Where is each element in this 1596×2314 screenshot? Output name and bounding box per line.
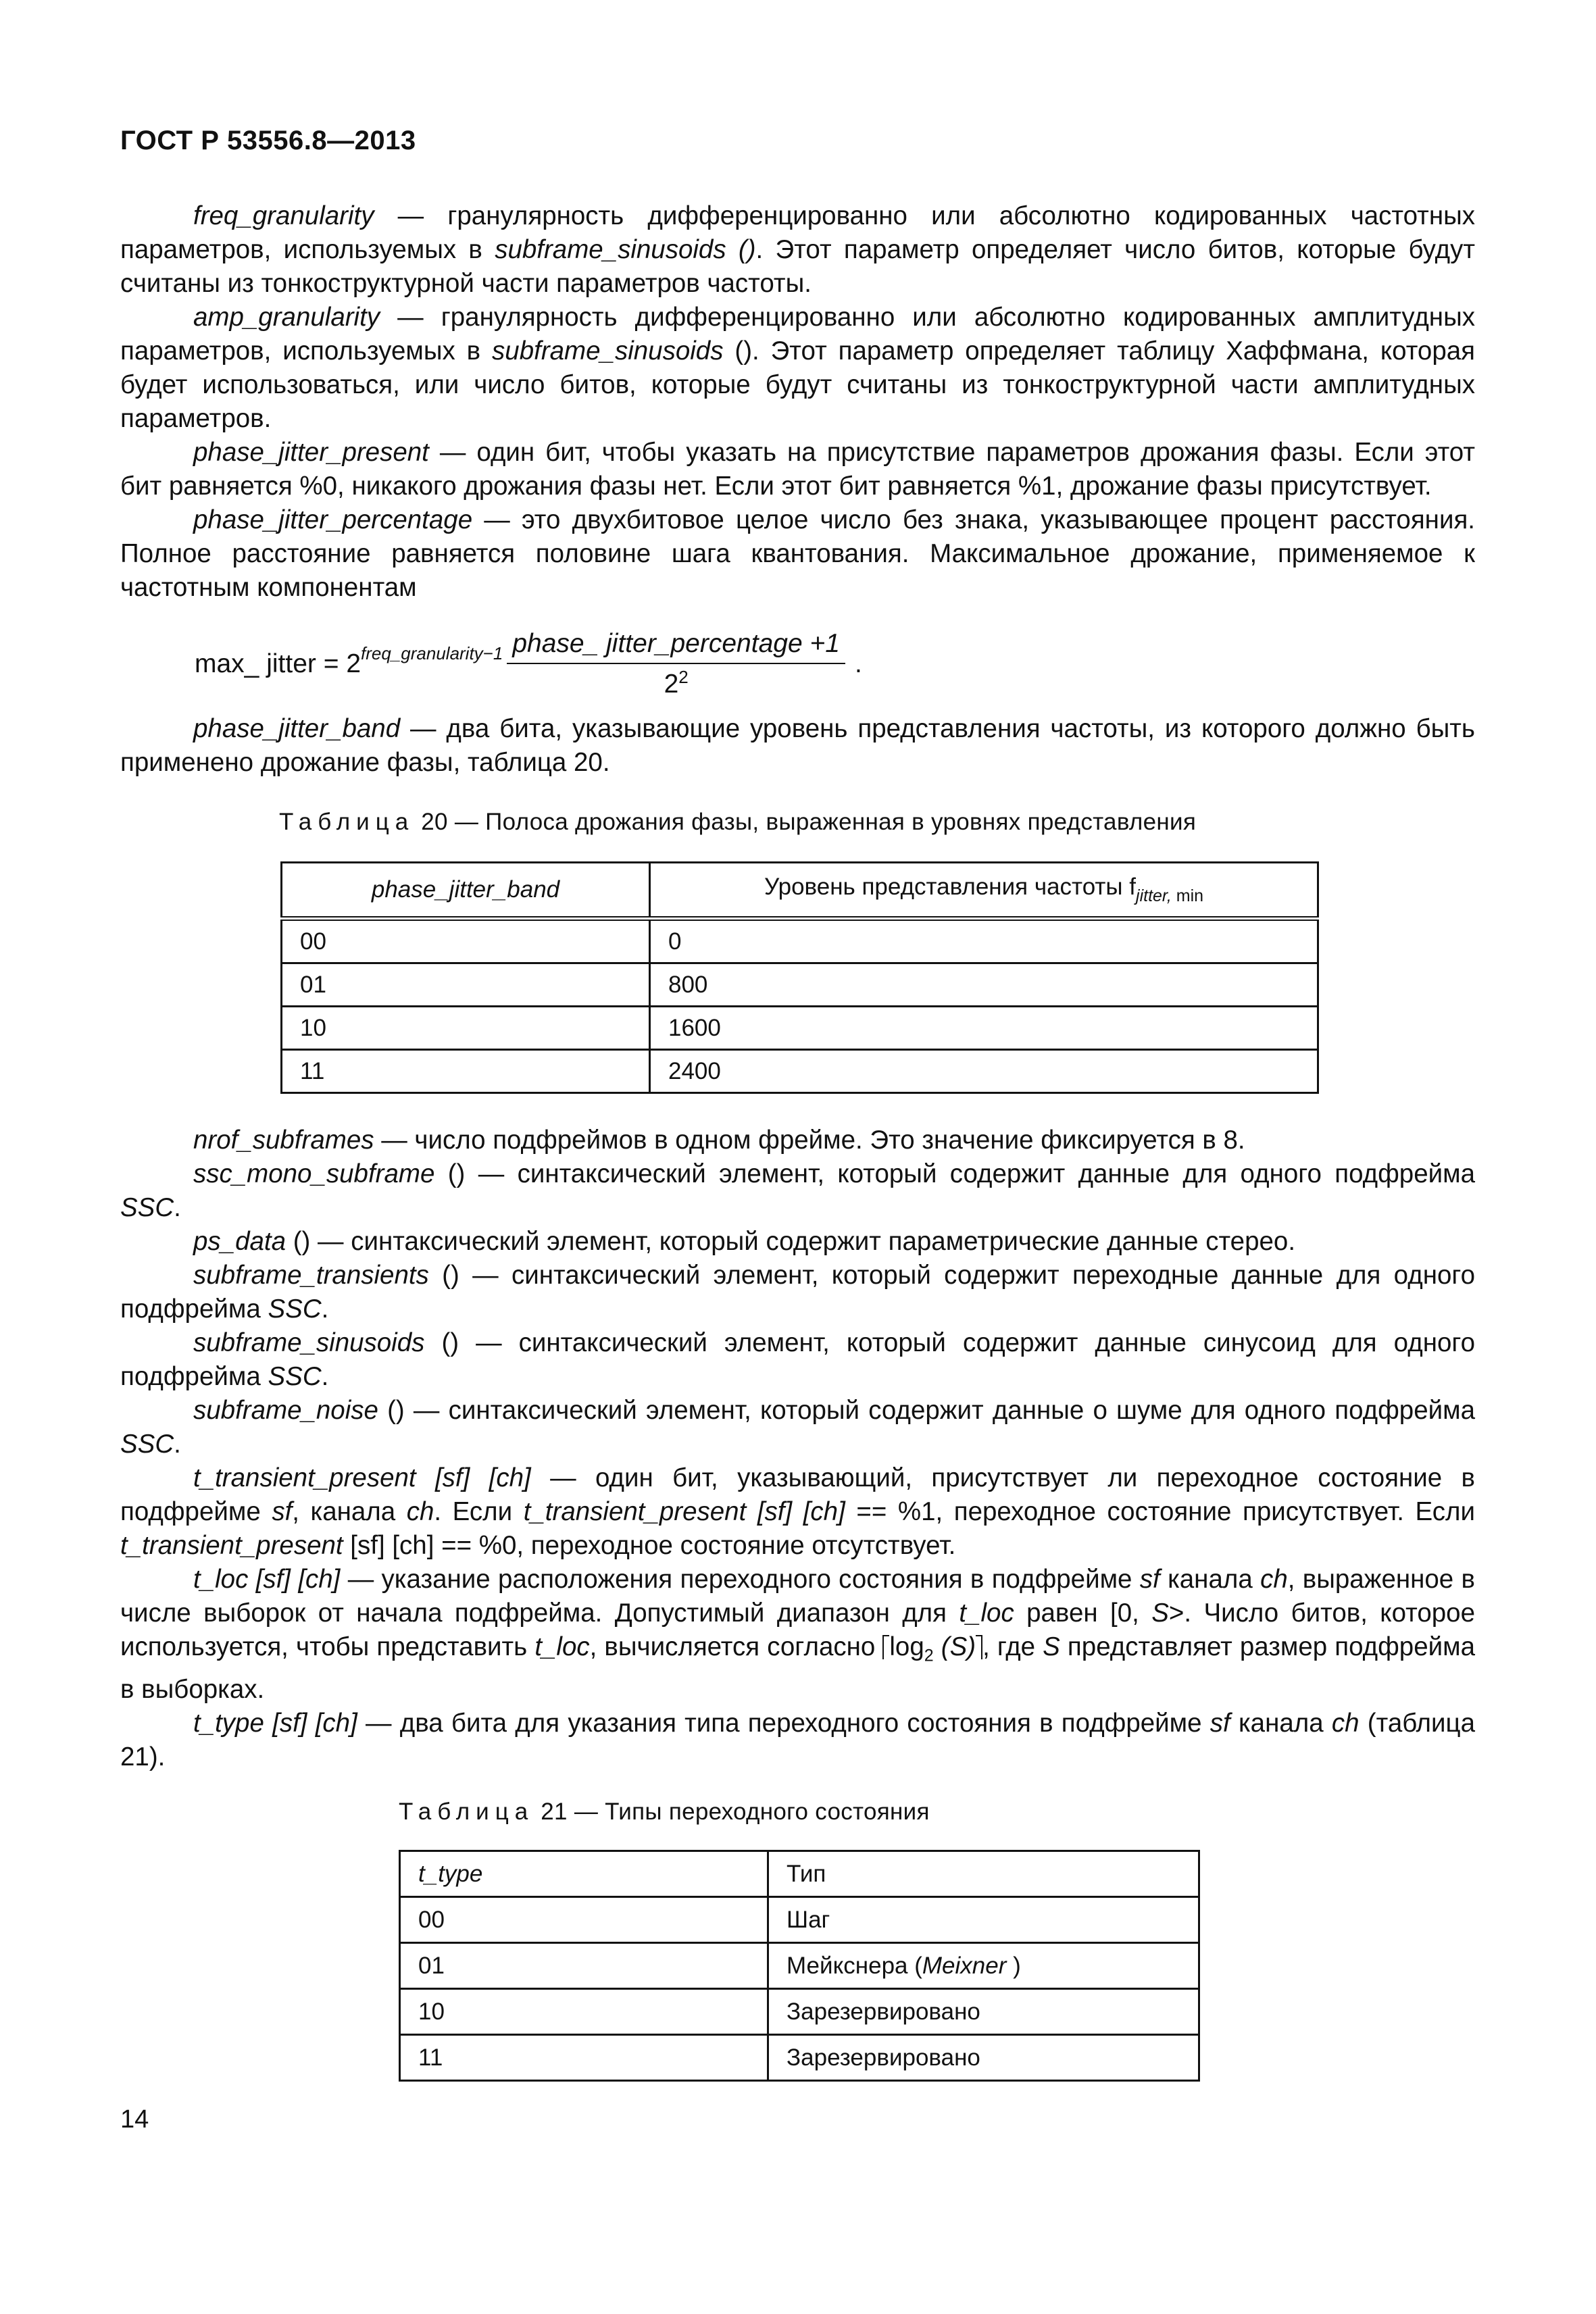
paragraph-t-transient-present: t_transient_present [sf] [ch] — один бит, указывающий, присутствует ли переходное состояние в подфрейме sf, канала ch. Если t_transient_present [sf] [ch] == %1, переходное состояние присутствует. Если t_transient_present [sf] [ch] == %0, переходное состояние отсутствует.: [120, 1463, 1476, 1560]
table-21-caption: Таблица 21 — Типы переходного состояния: [399, 1799, 930, 1825]
cell-level: 2400: [650, 1050, 1318, 1093]
page-number: 14: [120, 2105, 149, 2134]
formula-fraction: [507, 629, 845, 699]
definitions-block-2: [120, 712, 1475, 780]
paragraph-ps-data: ps_data () — синтаксический элемент, который содержит параметрические данные стерео.: [193, 1227, 1296, 1256]
paragraph-amp-granularity: amp_granularity — гранулярность дифференцированно или абсолютно кодированных амплитудных параметров, используемых в subframe_sinusoids (). Этот параметр определяет таблицу Хаффмана, которая будет использоваться, или число битов, которые будут считаны из тонкоструктурной части амплитудных параметров.: [120, 303, 1475, 433]
column-header-type: Тип: [768, 1851, 1199, 1897]
cell-type: Шаг: [768, 1897, 1199, 1943]
ceil-right-icon: [976, 1635, 982, 1659]
cell-code: 00: [400, 1897, 768, 1943]
paragraph-subframe-noise: subframe_noise () — синтаксический элемент, который содержит данные о шуме для одного подфрейма SSC.: [120, 1396, 1475, 1459]
cell-band: 10: [282, 1007, 650, 1050]
table-21: [399, 1850, 1200, 2082]
definitions-block-3: [120, 1124, 1475, 1774]
table-row: [282, 1007, 1318, 1050]
cell-type: Зарезервировано: [768, 1989, 1199, 2035]
table-row: [282, 963, 1318, 1007]
cell-type: Мейкснера (Meixner ): [768, 1943, 1199, 1989]
paragraph-subframe-sinusoids: subframe_sinusoids () — синтаксический элемент, который содержит данные синусоид для одного подфрейма SSC.: [120, 1328, 1475, 1391]
paragraph-freq-granularity: freq_granularity — гранулярность дифференцированно или абсолютно кодированных частотных параметров, используемых в subframe_sinusoids (). Этот параметр определяет число битов, которые будут считаны из тонкоструктурной части параметров частоты.: [120, 201, 1475, 298]
max-jitter-formula: [195, 627, 862, 701]
table-header-row: [400, 1851, 1199, 1897]
cell-type: Зарезервировано: [768, 2035, 1199, 2081]
table-header-row: [282, 863, 1318, 919]
paragraph-subframe-transients: subframe_transients () — синтаксический элемент, который содержит переходные данные для одного подфрейма SSC.: [120, 1261, 1475, 1324]
paragraph-nrof-subframes: nrof_subframes — число подфреймов в одном фрейме. Это значение фиксируется в 8.: [193, 1126, 1245, 1155]
column-header-band: phase_jitter_band: [282, 863, 650, 919]
cell-band: 01: [282, 963, 650, 1007]
column-header-t-type: t_type: [400, 1851, 768, 1897]
cell-band: 00: [282, 919, 650, 963]
paragraph-ssc-mono-subframe: ssc_mono_subframe () — синтаксический элемент, который содержит данные для одного подфрейма SSC.: [120, 1159, 1475, 1222]
paragraph-phase-jitter-present: phase_jitter_present — один бит, чтобы указать на присутствие параметров дрожания фазы. Если этот бит равняется %0, никакого дрожания фазы нет. Если этот бит равняется %1, дрожание фазы присутствует.: [120, 438, 1475, 501]
paragraph-t-loc: t_loc [sf] [ch] — указание расположения переходного состояния в подфрейме sf канала ch, выраженное в числе выборок от начала подфрейма. Допустимый диапазон для t_loc равен [0, S>. Число битов, которое используется, чтобы представить t_loc, вычисляется согласно $\log_2 (S)$ , где S представляет размер подфрейма в выборках.: [120, 1565, 1476, 1704]
cell-code: 01: [400, 1943, 768, 1989]
table-row: [282, 1050, 1318, 1093]
formula-lhs: max_ jitter = 2: [195, 649, 361, 678]
table-row: [400, 2035, 1199, 2081]
cell-code: 11: [400, 2035, 768, 2081]
formula-numerator: phase_ jitter_percentage +1: [507, 629, 845, 664]
ceil-left-icon: [882, 1635, 889, 1659]
paragraph-phase-jitter-percentage: phase_jitter_percentage — это двухбитовое целое число без знака, указывающее процент расстояния. Полное расстояние равняется половине шага квантования. Максимальное дрожание, применяемое к частотным компонентам: [120, 505, 1475, 602]
page-header: ГОСТ Р 53556.8—2013: [120, 126, 416, 155]
table-20: [280, 861, 1319, 1094]
paragraph-phase-jitter-band: phase_jitter_band — два бита, указывающие уровень представления частоты, из которого должно быть применено дрожание фазы, таблица 20.: [120, 714, 1475, 777]
column-header-level: Уровень представления частоты $f_{jitter,}$ $_{min}$: [650, 863, 1318, 919]
cell-level: 800: [650, 963, 1318, 1007]
formula-denominator: $2^2$: [664, 667, 689, 699]
cell-band: 11: [282, 1050, 650, 1093]
table-row: [400, 1989, 1199, 2035]
table-row: [282, 919, 1318, 963]
cell-level: 0: [650, 919, 1318, 963]
cell-code: 10: [400, 1989, 768, 2035]
paragraph-t-type: t_type [sf] [ch] — два бита для указания типа переходного состояния в подфрейме sf канала ch (таблица 21).: [120, 1708, 1475, 1771]
cell-level: 1600: [650, 1007, 1318, 1050]
table-row: [400, 1897, 1199, 1943]
formula-period: .: [854, 649, 862, 678]
table-20-caption: Таблица 20 — Полоса дрожания фазы, выраженная в уровнях представления: [279, 809, 1197, 835]
table-row: [400, 1943, 1199, 1989]
definitions-block-1: [120, 199, 1475, 605]
formula-exponent: freq_granularity−1: [361, 643, 503, 663]
